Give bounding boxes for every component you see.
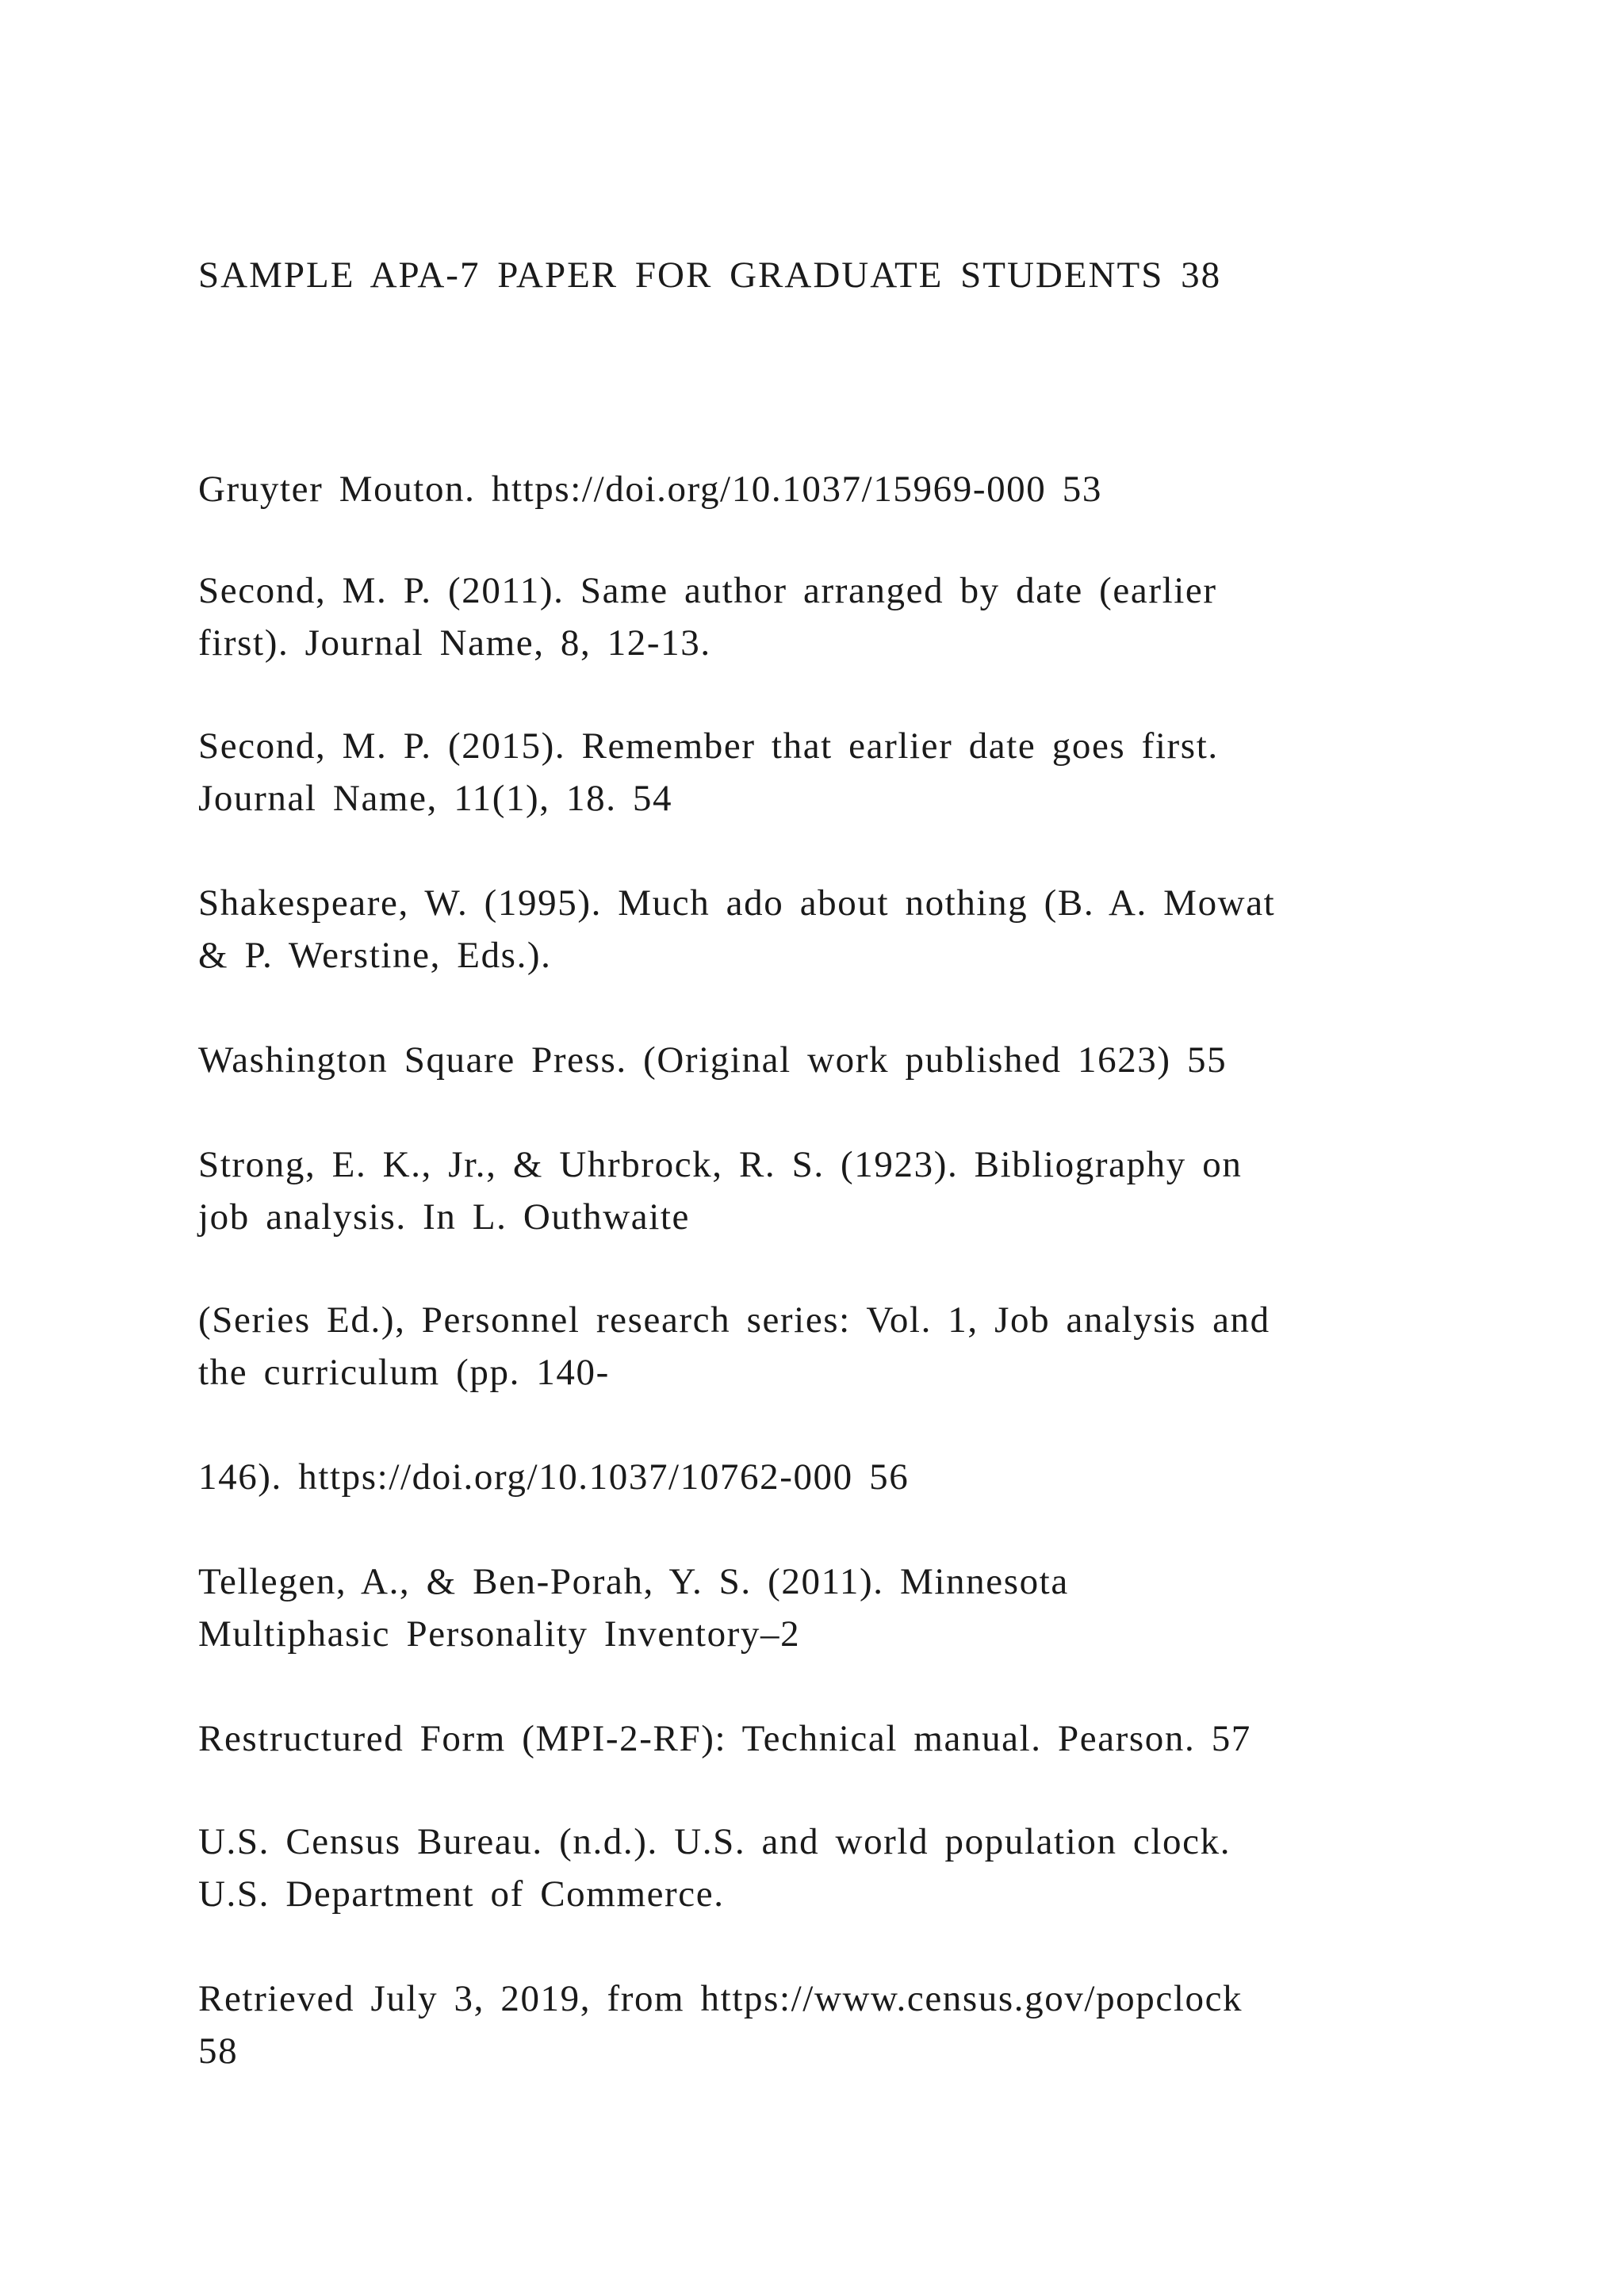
reference-line: Retrieved July 3, 2019, from https://www.census.gov/popclock: [198, 1978, 1243, 2019]
reference-line: 146). https://doi.org/10.1037/10762-000 56: [198, 1456, 910, 1498]
reference-line: 58: [198, 2030, 239, 2072]
reference-line: U.S. Census Bureau. (n.d.). U.S. and world population clock.: [198, 1821, 1231, 1862]
reference-line: & P. Werstine, Eds.).: [198, 935, 552, 976]
reference-line: Second, M. P. (2011). Same author arranged by date (earlier: [198, 570, 1217, 611]
reference-line: Washington Square Press. (Original work published 1623) 55: [198, 1039, 1228, 1081]
reference-line: first). Journal Name, 8, 12-13.: [198, 622, 711, 664]
reference-line: job analysis. In L. Outhwaite: [198, 1196, 691, 1238]
reference-line: Tellegen, A., & Ben-Porah, Y. S. (2011). Minnesota: [198, 1561, 1069, 1602]
reference-line: U.S. Department of Commerce.: [198, 1873, 725, 1915]
reference-line: Restructured Form (MPI-2-RF): Technical manual. Pearson. 57: [198, 1718, 1251, 1759]
reference-line: Gruyter Mouton. https://doi.org/10.1037/15969-000 53: [198, 469, 1102, 510]
reference-line: Shakespeare, W. (1995). Much ado about nothing (B. A. Mowat: [198, 882, 1276, 924]
reference-line: the curriculum (pp. 140-: [198, 1352, 610, 1393]
running-head: SAMPLE APA-7 PAPER FOR GRADUATE STUDENTS 38: [198, 254, 1222, 296]
reference-line: (Series Ed.), Personnel research series: Vol. 1, Job analysis and: [198, 1299, 1270, 1341]
reference-line: Multiphasic Personality Inventory–2: [198, 1613, 801, 1655]
reference-line: Second, M. P. (2015). Remember that earlier date goes first.: [198, 725, 1219, 767]
reference-line: Strong, E. K., Jr., & Uhrbrock, R. S. (1923). Bibliography on: [198, 1144, 1243, 1185]
reference-line: Journal Name, 11(1), 18. 54: [198, 778, 673, 819]
